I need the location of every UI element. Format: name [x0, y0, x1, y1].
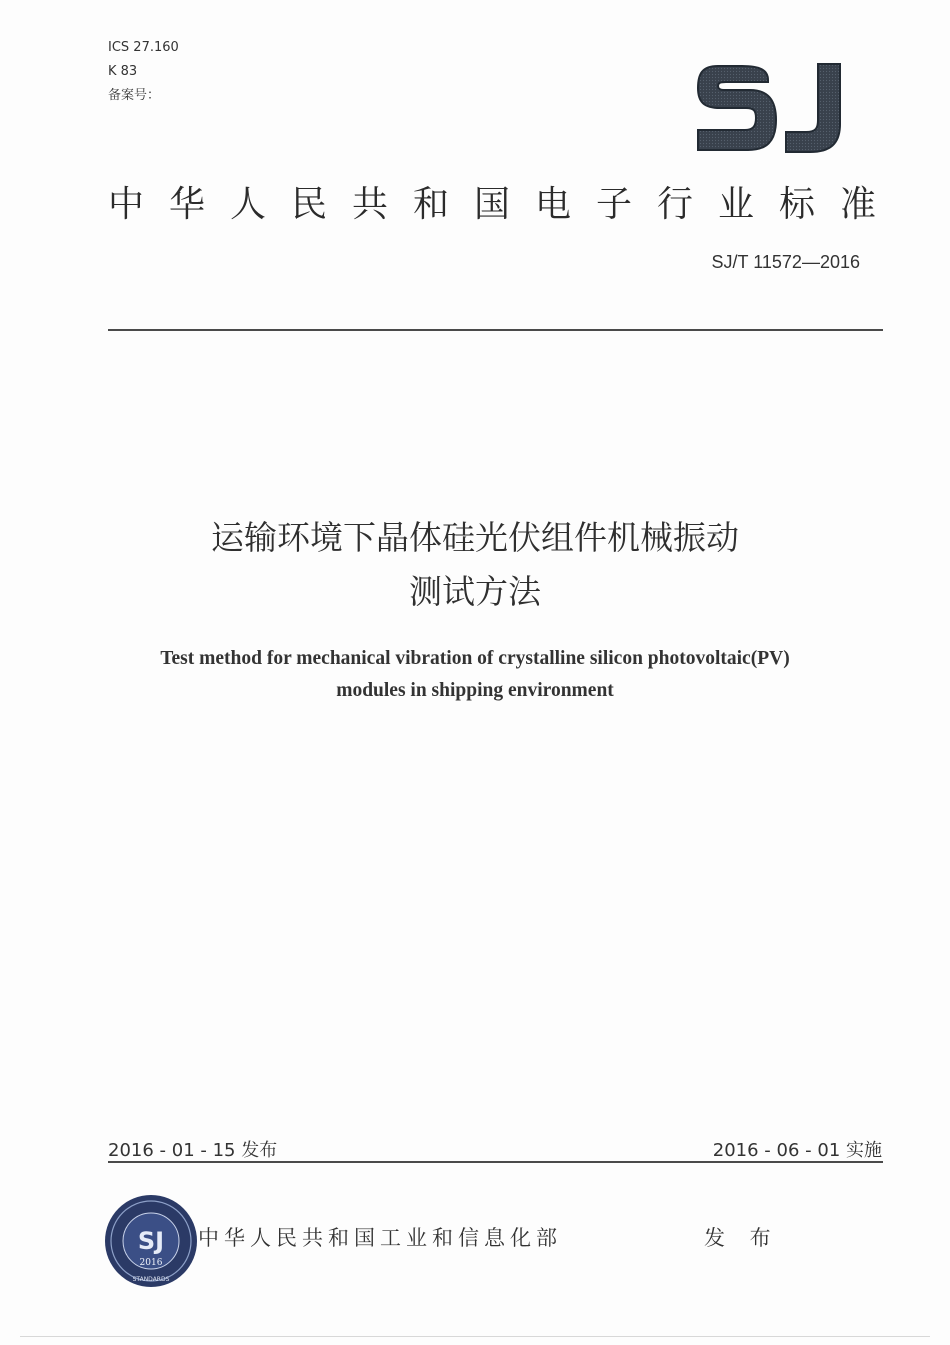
publish-label: 发 布 — [704, 1226, 780, 1250]
logo-letter-j — [786, 64, 840, 152]
seal-center-text: SJ — [137, 1227, 165, 1255]
issue-date: 2016 - 01 - 15 发布 — [108, 1140, 278, 1161]
seal-ring-text: STANDARDS — [132, 1276, 170, 1283]
document-meta — [108, 36, 179, 108]
title-cn-line2: 测试方法 — [409, 572, 541, 611]
seal-year: 2016 — [139, 1258, 163, 1268]
logo-letter-s — [698, 66, 776, 150]
page-bottom-edge — [20, 1336, 930, 1337]
sj-logo — [690, 58, 850, 160]
bottom-divider — [108, 1161, 883, 1163]
standards-seal — [103, 1193, 199, 1289]
classification-code: K 83 — [108, 64, 138, 79]
top-divider — [108, 329, 883, 331]
standard-category: 中华人民共和国电子行业标准 — [108, 184, 902, 225]
title-en-line2: modules in shipping environment — [336, 680, 614, 701]
implementation-date: 2016 - 06 - 01 实施 — [712, 1140, 882, 1161]
publisher-name: 中华人民共和国工业和信息化部 — [198, 1226, 562, 1250]
ics-code: ICS 27.160 — [108, 40, 179, 55]
title-en-line1: Test method for mechanical vibration of crystalline silicon photovoltaic(PV) — [160, 648, 790, 669]
standard-number: SJ/T 11572—2016 — [711, 252, 860, 272]
title-cn-line1: 运输环境下晶体硅光伏组件机械振动 — [211, 518, 739, 557]
record-number-label: 备案号： — [108, 88, 161, 103]
